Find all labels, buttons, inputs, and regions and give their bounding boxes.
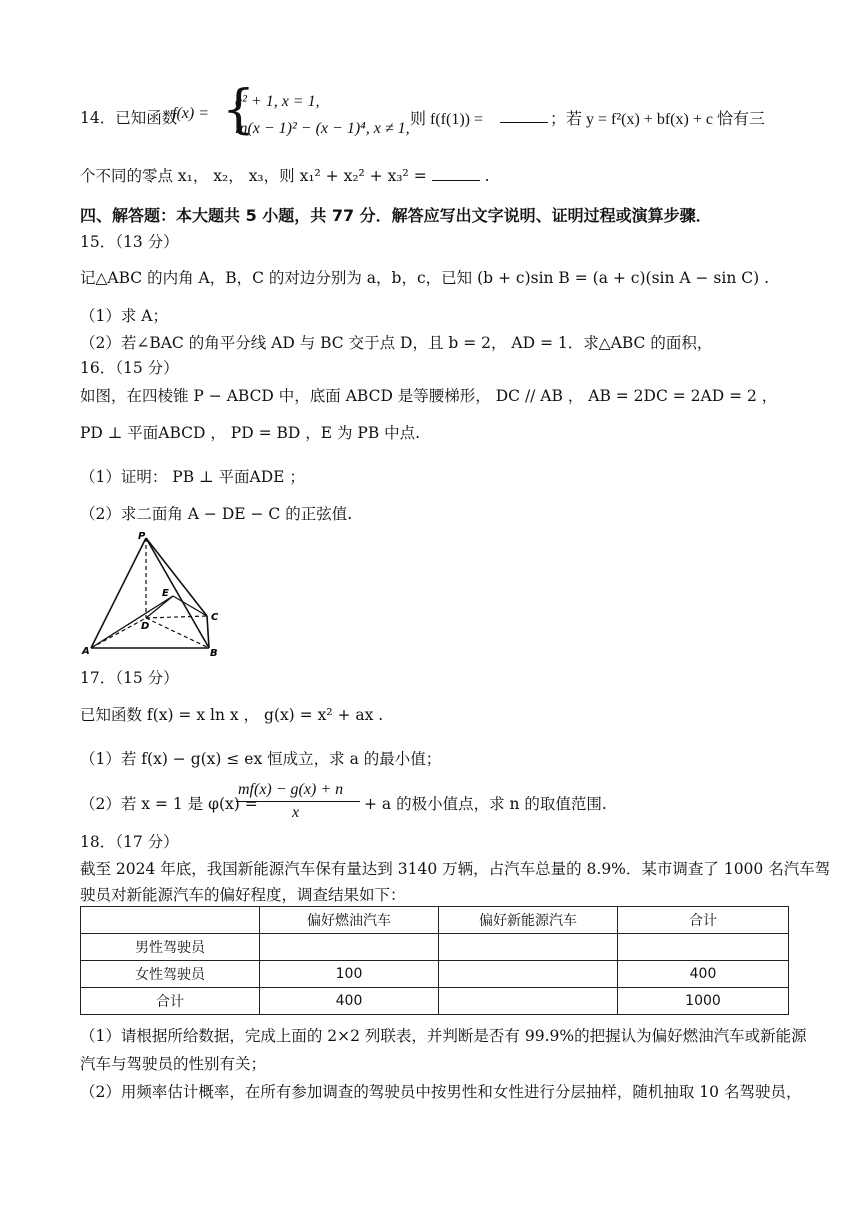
q17-stem: 已知函数 f(x) = x ln x ， g(x) = x² + ax . bbox=[80, 706, 384, 724]
table-cell bbox=[618, 934, 789, 961]
q14-prefix: 14．已知函数 bbox=[80, 109, 178, 127]
segment-ec bbox=[173, 596, 207, 616]
q18-part2: （2）用频率估计概率，在所有参加调查的驾驶员中按男性和女性进行分层抽样，随机抽取 10 名驾驶员， bbox=[80, 1083, 802, 1101]
table-row bbox=[81, 961, 789, 988]
q16-part2: （2）求二面角 A − DE − C 的正弦值. bbox=[80, 505, 353, 523]
edge-pb bbox=[146, 538, 209, 648]
table-row bbox=[81, 934, 789, 961]
q17-part1: （1）若 f(x) − g(x) ≤ ex 恒成立，求 a 的最小值； bbox=[80, 750, 442, 768]
q15-part1: （1）求 A； bbox=[80, 307, 168, 325]
table-row bbox=[81, 988, 789, 1015]
q14-case1: e² + 1, x = 1, bbox=[235, 93, 320, 110]
table-cell: 400 bbox=[260, 988, 439, 1015]
q14-middle2: ；若 y = f²(x) + bf(x) + c 恰有三 bbox=[550, 111, 765, 128]
edge-pc bbox=[146, 538, 207, 616]
q18-part1b: 汽车与驾驶员的性别有关； bbox=[80, 1055, 267, 1073]
q14-line2 bbox=[80, 164, 490, 186]
q14-middle: 则 f(f(1)) = bbox=[410, 111, 483, 128]
table-header-cell: 偏好新能源汽车 bbox=[439, 907, 618, 934]
table-cell: 400 bbox=[618, 961, 789, 988]
section-heading: 四、解答题：本大题共 5 小题，共 77 分．解答应写出文字说明、证明过程或演算步骤． bbox=[80, 206, 712, 225]
q17-part2-prefix: （2）若 x = 1 是 φ(x) = bbox=[80, 795, 258, 813]
q17-fraction-bar bbox=[236, 801, 360, 802]
segment-ed bbox=[146, 596, 173, 618]
q15-stem: 记△ABC 的内角 A，B，C 的对边分别为 a，b，c，已知 (b + c)sin B = (a + c)(sin A − sin C) . bbox=[80, 269, 770, 287]
q18-part1a: （1）请根据所给数据，完成上面的 2×2 列联表，并判断是否有 99.9%的把握认为偏好燃油汽车或新能源 bbox=[80, 1027, 807, 1045]
table-cell bbox=[439, 961, 618, 988]
q17-number: 17．（15 分） bbox=[80, 669, 179, 687]
q14-line2-text: 个不同的零点 x₁， x₂， x₃，则 x₁² + x₂² + x₃² = bbox=[80, 167, 427, 185]
edge-dc bbox=[146, 616, 207, 618]
table-cell: 女性驾驶员 bbox=[81, 961, 260, 988]
pyramid-figure bbox=[76, 530, 226, 660]
table-cell: 100 bbox=[260, 961, 439, 988]
table-header-row bbox=[81, 907, 789, 934]
table-cell: 合计 bbox=[81, 988, 260, 1015]
q17-part2-suffix: + a 的极小值点，求 n 的取值范围. bbox=[364, 795, 607, 813]
table-cell: 男性驾驶员 bbox=[81, 934, 260, 961]
table-cell bbox=[260, 934, 439, 961]
q18-number: 18．（17 分） bbox=[80, 833, 179, 851]
q18-stem1: 截至 2024 年底，我国新能源汽车保有量达到 3140 万辆，占汽车总量的 8.9%．某市调查了 1000 名汽车驾 bbox=[80, 860, 831, 878]
q14-blank-2 bbox=[432, 168, 480, 181]
q14-line2-end: . bbox=[484, 167, 490, 185]
q15-number: 15．（13 分） bbox=[80, 233, 179, 251]
q18-stem2: 驶员对新能源汽车的偏好程度，调查结果如下： bbox=[80, 886, 406, 904]
table-cell bbox=[439, 934, 618, 961]
contingency-table bbox=[80, 906, 789, 1015]
q14-case2: ln(x − 1)² − (x − 1)⁴, x ≠ 1, bbox=[235, 120, 410, 137]
q17-numerator: mf(x) − g(x) + n bbox=[238, 781, 344, 798]
q14-brace: { bbox=[222, 80, 256, 140]
label-a: A bbox=[82, 646, 90, 657]
label-e: E bbox=[162, 588, 169, 599]
label-p: P bbox=[138, 531, 146, 542]
label-d: D bbox=[141, 621, 150, 632]
q16-part1: （1）证明： PB ⊥ 平面ADE ； bbox=[80, 468, 305, 486]
edge-pa bbox=[91, 538, 146, 648]
label-b: B bbox=[210, 648, 218, 659]
table-cell bbox=[439, 988, 618, 1015]
edge-cb bbox=[207, 616, 209, 648]
table-cell: 1000 bbox=[618, 988, 789, 1015]
q16-stem2: PD ⊥ 平面ABCD ， PD = BD ，E 为 PB 中点. bbox=[80, 424, 421, 442]
q16-number: 16．（15 分） bbox=[80, 359, 179, 377]
q14-fx: f(x) = bbox=[172, 105, 209, 122]
q14-blank-1 bbox=[500, 110, 548, 123]
table-header-cell: 偏好燃油汽车 bbox=[260, 907, 439, 934]
q15-part2: （2）若∠BAC 的角平分线 AD 与 BC 交于点 D，且 b = 2， AD = 1．求△ABC 的面积， bbox=[80, 334, 713, 352]
table-header-cell: 合计 bbox=[618, 907, 789, 934]
label-c: C bbox=[211, 612, 219, 623]
q16-stem1: 如图，在四棱锥 P − ABCD 中，底面 ABCD 是等腰梯形， DC // AB ， AB = 2DC = 2AD = 2 ， bbox=[80, 387, 778, 405]
q17-denominator: x bbox=[292, 804, 300, 821]
table-header-cell bbox=[81, 907, 260, 934]
